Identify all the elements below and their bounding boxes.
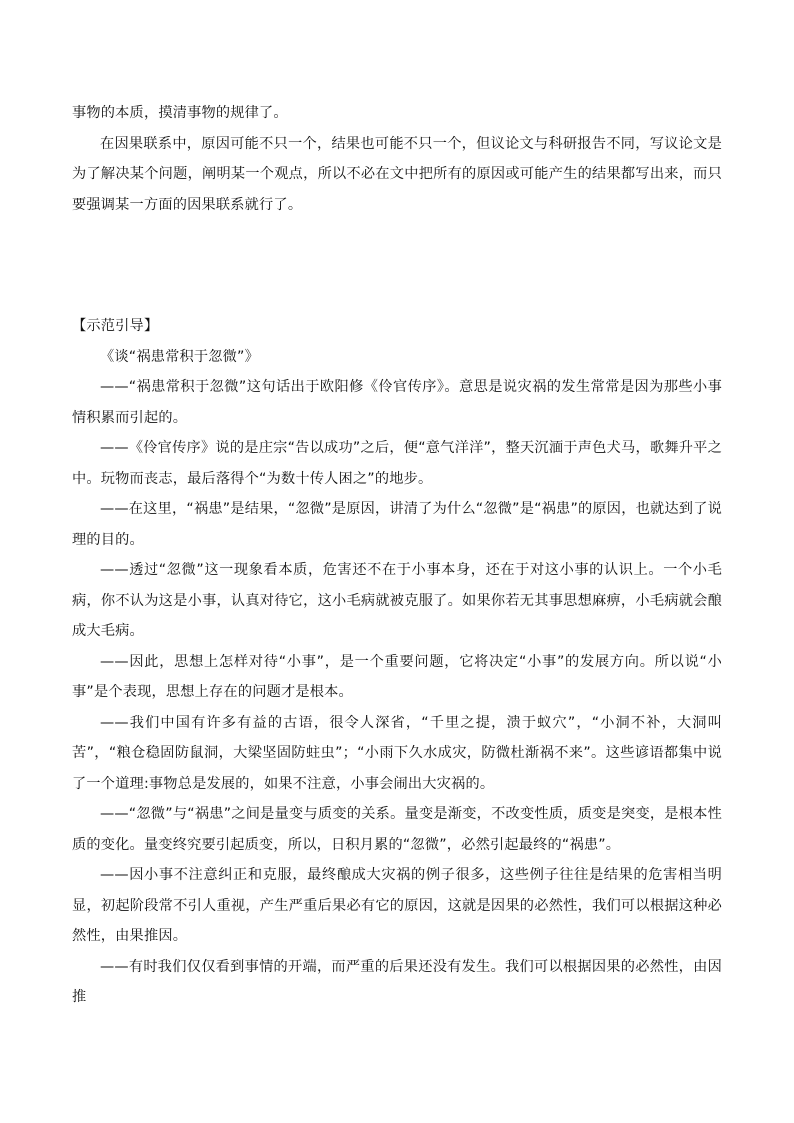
essay-paragraph: ——因小事不注意纠正和克服，最终酿成大灾祸的例子很多，这些例子往往是结果的危害相当明显，初起阶段常不引人重视，产生严重后果必有它的原因，这就是因果的必然性，我们可以根据这种必然性，由果推因。 [72,867,722,944]
essay-paragraph: ——在这里，“祸患”是结果，“忽微”是原因，讲清了为什么“忽微”是“祸患”的原因，也就达到了说理的目的。 [72,501,722,548]
essay-title: 《谈“祸患常积于忽微”》 [100,348,259,365]
section-spacer [72,220,722,311]
essay-paragraph: ——“忽微”与“祸患”之间是量变与质变的关系。量变是渐变，不改变性质，质变是突变，是根本性质的变化。量变终究要引起质变，所以，日积月累的“忽微”，必然引起最终的“祸患”。 [72,806,722,853]
essay-paragraph: ——透过“忽微”这一现象看本质，危害还不在于小事本身，还在于对这小事的认识上。一个小毛病，你不认为这是小事，认真对待它，这小毛病就被克服了。如果你若无其事思想麻痹，小毛病就会酿成大毛病。 [72,562,722,639]
essay-paragraph: ——《伶官传序》说的是庄宗“告以成功”之后，便“意气洋洋”，整天沉湎于声色犬马，歌舞升平之中。玩物而丧志，最后落得个“为数十传人困之”的地步。 [72,440,722,487]
essay-paragraph: ——“祸患常积于忽微”这句话出于欧阳修《伶官传序》。意思是说灾祸的发生常常是因为那些小事情积累而引起的。 [72,379,722,426]
document-body [72,98,722,1013]
essay-paragraph: ——因此，思想上怎样对待“小事”，是一个重要问题，它将决定“小事”的发展方向。所以说“小事”是个表现，思想上存在的问题才是根本。 [72,653,722,700]
section-heading: 【示范引导】 [72,318,159,334]
essay-paragraph: ——我们中国有许多有益的古语，很令人深省，“千里之提，溃于蚁穴”，“小洞不补，大洞叫苦”，“粮仓稳固防鼠洞，大梁坚固防蛀虫”；“小雨下久水成灾，防微杜渐祸不来”。这些谚语都集中说了一个道理:事物总是发展的，如果不注意，小事会闹出大灾祸的。 [72,714,722,792]
intro-line: 事物的本质，摸清事物的规律了。 [72,105,288,121]
essay-paragraph: ——有时我们仅仅看到事情的开端，而严重的后果还没有发生。我们可以根据因果的必然性，由因推 [72,958,722,1005]
intro-paragraph: 在因果联系中，原因可能不只一个，结果也可能不只一个，但议论文与科研报告不同，写议论文是为了解决某个问题，阐明某一个观点，所以不必在文中把所有的原因或可能产生的结果都写出来，而只要强调某一方面的因果联系就行了。 [72,135,722,213]
